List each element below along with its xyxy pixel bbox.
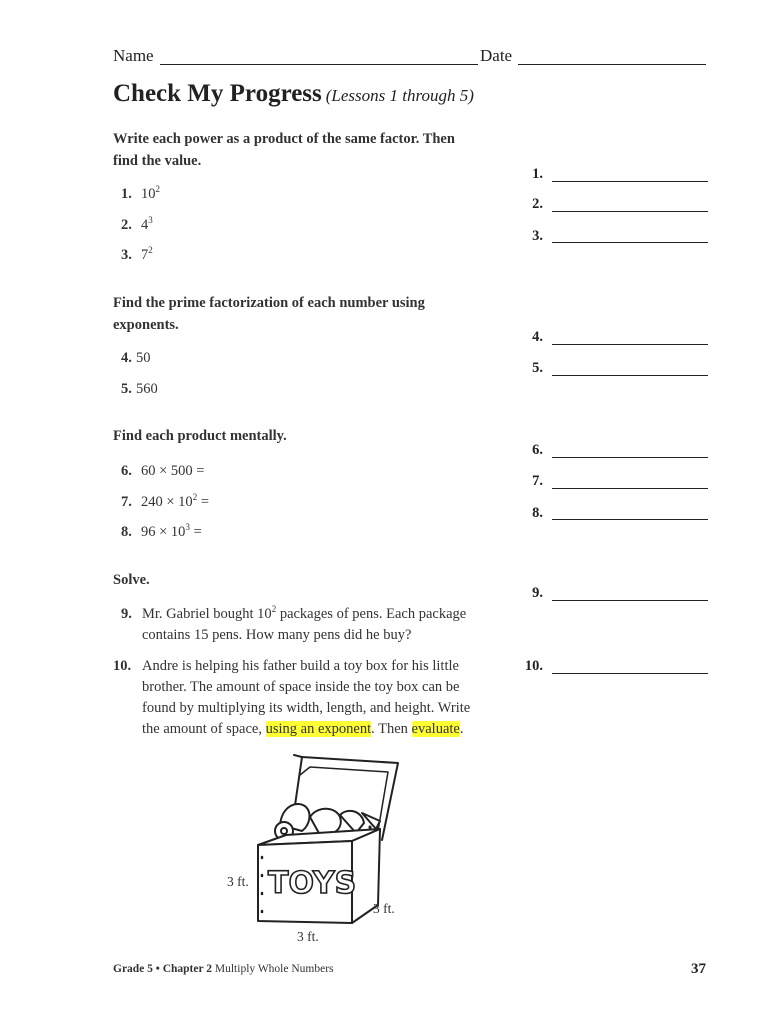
problem-exponent: 2 (148, 245, 153, 255)
problem-text: 60 × 500 = (141, 463, 205, 479)
answer-line-10[interactable] (552, 673, 708, 674)
date-field[interactable] (518, 64, 706, 65)
problem-6 (121, 461, 204, 482)
date-label: Date (480, 46, 513, 65)
problem-1 (121, 184, 160, 205)
problem-text: 96 × 10 (141, 524, 186, 540)
problem-text-end: packages of pens. Each package contains 15 pens. How many pens did he buy? (142, 606, 467, 643)
problem-text: Mr. Gabriel bought 10 (142, 606, 272, 622)
problem-3 (121, 245, 153, 266)
problem-number: 3. (121, 247, 132, 263)
problem-number: 6. (121, 463, 132, 479)
problem-base: 7 (141, 247, 149, 263)
section-2-instruction: Find the prime factorization of each number using exponents. (113, 295, 425, 333)
problem-text-mid: . Then (371, 721, 412, 737)
answer-label-9: 9. (532, 585, 543, 601)
problem-5 (121, 379, 158, 400)
problem-9-text (142, 604, 472, 646)
answer-label-6: 6. (532, 442, 543, 458)
answer-label-2: 2. (532, 196, 543, 212)
problem-exponent: 3 (148, 215, 153, 225)
answer-label-4: 4. (532, 329, 543, 345)
problem-text: Andre is helping his father build a toy box for his little brother. The amount of space inside the toy box can be found by multiplying its width, length, and height. Write the amount of space, (142, 658, 471, 737)
answer-label-7: 7. (532, 473, 543, 489)
answer-label-1: 1. (532, 166, 543, 182)
problem-number: 5. (121, 381, 132, 397)
answer-line-3[interactable] (552, 242, 708, 243)
problem-exponent: 2 (271, 604, 277, 614)
problem-number: 8. (121, 524, 132, 540)
answer-label-3: 3. (532, 228, 543, 244)
page-subtitle: (Lessons 1 through 5) (325, 86, 474, 105)
problem-2 (121, 215, 153, 236)
section-1-instruction: Write each power as a product of the same factor. Then find the value. (113, 131, 455, 169)
section-4-instruction: Solve. (113, 572, 150, 588)
problem-text-end: = (189, 524, 202, 540)
footer-chapter-title: Multiply Whole Numbers (214, 963, 334, 975)
problem-text: 50 (136, 350, 151, 366)
problem-number: 4. (121, 350, 132, 366)
problem-7 (121, 492, 209, 513)
answer-label-10: 10. (524, 658, 543, 674)
page-heading (113, 80, 474, 108)
problem-number: 7. (121, 494, 132, 510)
problem-4 (121, 348, 151, 369)
dimension-label-bottom: 3 ft. (297, 929, 319, 944)
problem-10-text (142, 656, 472, 740)
page-footer (113, 963, 334, 975)
answer-line-5[interactable] (552, 375, 708, 376)
answer-line-7[interactable] (552, 488, 708, 489)
problem-number: 2. (121, 217, 132, 233)
problem-number: 1. (121, 186, 132, 202)
page-title: Check My Progress (113, 80, 322, 107)
answer-line-8[interactable] (552, 519, 708, 520)
dimension-label-right: 3 ft. (373, 901, 395, 916)
dimension-label-left: 3 ft. (227, 874, 249, 889)
problem-10-number: 10. (113, 658, 132, 674)
name-label: Name (113, 46, 154, 65)
answer-line-1[interactable] (552, 181, 708, 182)
answer-line-2[interactable] (552, 211, 708, 212)
problem-exponent: 3 (185, 522, 190, 532)
problem-exponent: 2 (192, 492, 198, 502)
section-3-instruction: Find each product mentally. (113, 428, 287, 444)
problem-base: 4 (141, 217, 149, 233)
problem-exponent: 2 (155, 184, 160, 194)
answer-label-8: 8. (532, 505, 543, 521)
problem-text: 240 × 10 (141, 494, 193, 510)
answer-line-9[interactable] (552, 600, 708, 601)
problem-base: 10 (141, 186, 156, 202)
problem-text: 560 (136, 381, 158, 397)
box-label: TOYS (268, 866, 357, 901)
highlight-evaluate: evaluate (411, 721, 460, 737)
answer-line-6[interactable] (552, 457, 708, 458)
footer-grade-chapter: Grade 5 • Chapter 2 (113, 963, 213, 975)
answer-label-5: 5. (532, 360, 543, 376)
answer-line-4[interactable] (552, 344, 708, 345)
name-field[interactable] (160, 64, 478, 65)
problem-9-number: 9. (121, 606, 132, 622)
problem-text-end: = (197, 494, 209, 510)
page-number: 37 (691, 961, 706, 977)
highlight-using-exponent: using an exponent (265, 721, 372, 737)
problem-8 (121, 522, 202, 543)
problem-text-end: . (459, 721, 464, 737)
